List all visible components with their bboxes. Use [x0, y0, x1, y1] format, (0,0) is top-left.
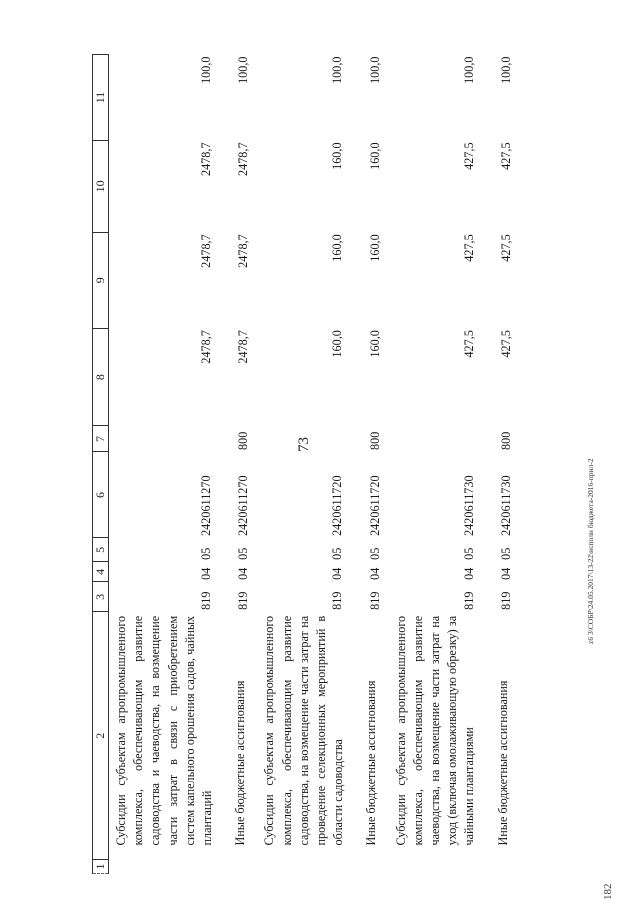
cell-expense-type: 800: [236, 431, 251, 450]
cell-subsection: 05: [330, 547, 345, 560]
cell-target-article: 2420611720: [367, 475, 382, 536]
cell-value-8: 2478,7: [236, 330, 251, 364]
cell-ministry-code: 819: [498, 591, 513, 610]
cell-value-9: 160,0: [367, 234, 382, 262]
cell-subsection: 05: [498, 547, 513, 560]
cell-value-10: 2478,7: [199, 142, 214, 176]
sheet-number: 182: [602, 883, 614, 900]
row-description: Субсидии субъектам агропромышленного комплекса, обеспечивающим развитие садоводства и чаеводства, на возмещение части затрат в связи с приобретением систем капельного орошения садов, чайных плантаций: [114, 615, 215, 846]
col-header-2: 2: [93, 612, 109, 860]
table-row: [220, 55, 257, 874]
row-description: Субсидии субъектам агропромышленного комплекса, обеспечивающим развитие садоводства, на возмещение части затрат на проведение селекционных мероприятий в области садоводства: [262, 615, 346, 846]
cell-ministry-code: 819: [330, 591, 345, 610]
cell-value-10: 427,5: [461, 142, 476, 170]
cell-ministry-code: 819: [199, 591, 214, 610]
cell-ministry-code: 819: [461, 591, 476, 610]
page-number: 73: [296, 437, 312, 452]
cell-value-8: 427,5: [498, 330, 513, 358]
cell-value-9: 427,5: [461, 234, 476, 262]
cell-target-article: 2420611730: [461, 475, 476, 536]
cell-section: 04: [498, 567, 513, 580]
cell-value-9: 160,0: [330, 234, 345, 262]
cell-value-9: 2478,7: [236, 234, 251, 268]
table-row: [109, 55, 221, 874]
cell-section: 04: [367, 567, 382, 580]
col-header-3: 3: [93, 582, 109, 612]
table-row: [257, 55, 351, 874]
row-description: Иные бюджетные ассигнования: [364, 680, 379, 846]
cell-target-article: 2420611720: [330, 475, 345, 536]
cell-value-10: 2478,7: [236, 142, 251, 176]
cell-value-8: 160,0: [330, 330, 345, 358]
col-header-7: 7: [93, 426, 109, 452]
table-row: [351, 55, 388, 874]
cell-ministry-code: 819: [367, 591, 382, 610]
col-header-6: 6: [93, 452, 109, 538]
col-header-1: 1: [93, 860, 109, 874]
cell-section: 04: [330, 567, 345, 580]
cell-target-article: 2420611270: [236, 475, 251, 536]
cell-subsection: 05: [199, 547, 214, 560]
cell-value-11: 100,0: [461, 56, 476, 84]
table-row: [483, 55, 520, 874]
cell-value-8: 160,0: [367, 330, 382, 358]
cell-value-11: 100,0: [330, 56, 345, 84]
document-path-note: z6 3\СОБР\24.05.2017\13-22\исполн бюджета-2016-прил-2: [586, 458, 595, 644]
col-header-9: 9: [93, 232, 109, 328]
cell-expense-type: 800: [367, 431, 382, 450]
table-row: [389, 55, 483, 874]
row-description: Иные бюджетные ассигнования: [495, 680, 510, 846]
cell-value-10: 160,0: [330, 142, 345, 170]
budget-table-container: [92, 54, 520, 874]
cell-value-11: 100,0: [367, 56, 382, 84]
cell-value-8: 2478,7: [199, 330, 214, 364]
cell-section: 04: [199, 567, 214, 580]
cell-value-10: 427,5: [498, 142, 513, 170]
col-header-5: 5: [93, 538, 109, 562]
cell-section: 04: [461, 567, 476, 580]
cell-value-11: 100,0: [199, 56, 214, 84]
col-header-4: 4: [93, 562, 109, 582]
cell-ministry-code: 819: [236, 591, 251, 610]
cell-value-10: 160,0: [367, 142, 382, 170]
cell-target-article: 2420611270: [199, 475, 214, 536]
row-description: Субсидии субъектам агропромышленного комплекса, обеспечивающим развитие чаеводства, на возмещение части затрат на уход (включая омолаживающую обрезку) за чайными плантациями: [393, 615, 477, 846]
cell-value-11: 100,0: [498, 56, 513, 84]
col-header-11: 11: [93, 55, 109, 141]
cell-expense-type: [257, 426, 351, 452]
cell-expense-type: [389, 426, 483, 452]
row-description: Иные бюджетные ассигнования: [233, 680, 248, 846]
cell-value-11: 100,0: [236, 56, 251, 84]
cell-subsection: 05: [461, 547, 476, 560]
cell-subsection: 05: [236, 547, 251, 560]
cell-section: 04: [236, 567, 251, 580]
cell-value-9: 2478,7: [199, 234, 214, 268]
cell-expense-type: 800: [498, 431, 513, 450]
table-header-row: [93, 55, 109, 874]
col-header-10: 10: [93, 140, 109, 232]
budget-table: [92, 54, 520, 874]
cell-expense-type: [109, 426, 221, 452]
cell-target-article: 2420611730: [498, 475, 513, 536]
cell-value-8: 427,5: [461, 330, 476, 358]
col-header-8: 8: [93, 328, 109, 426]
cell-subsection: 05: [367, 547, 382, 560]
cell-value-9: 427,5: [498, 234, 513, 262]
